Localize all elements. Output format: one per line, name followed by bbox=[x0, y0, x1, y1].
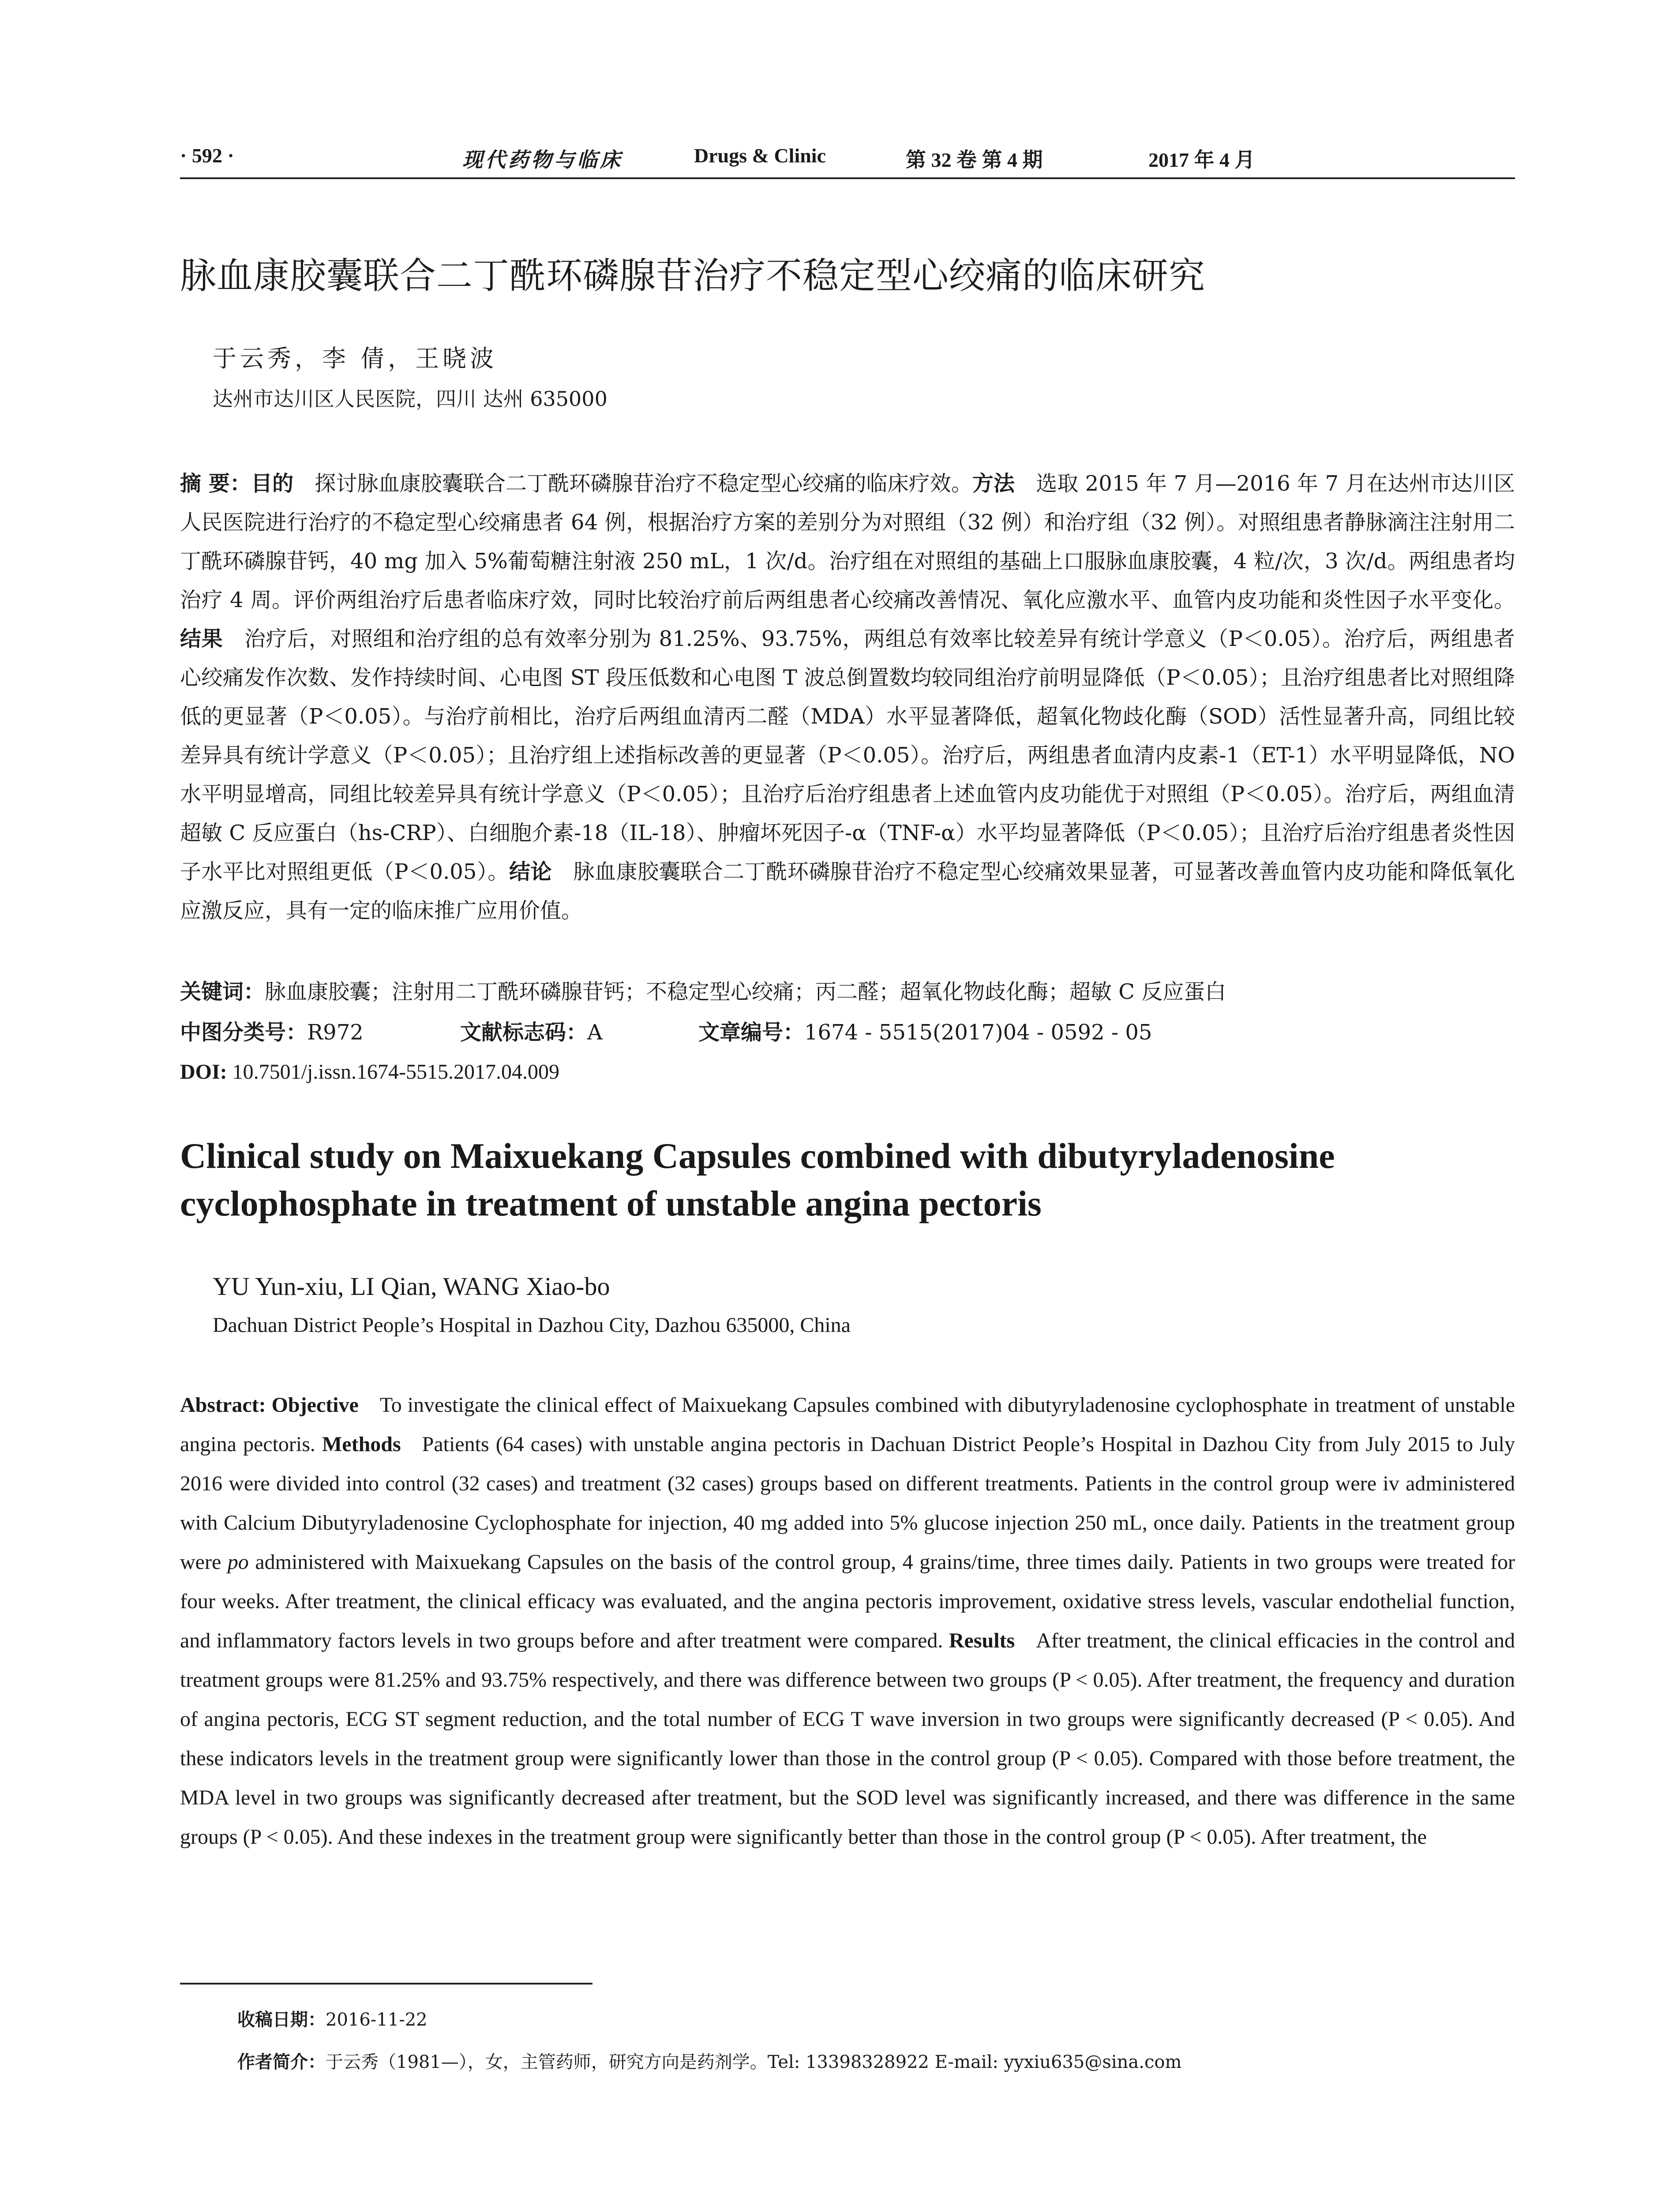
received-date: 2016-11-22 bbox=[326, 2010, 428, 2030]
affiliation-cn: 达州市达川区人民医院，四川 达州 635000 bbox=[213, 387, 608, 411]
abstract-label-cn: 摘 要： bbox=[180, 471, 251, 496]
doc-code-label: 文献标志码： bbox=[460, 1020, 588, 1045]
title-en: Clinical study on Maixuekang Capsules combined with dibutyryladenosine cyclophosphate in treatment of unstable angina pectoris bbox=[180, 1136, 1335, 1223]
journal-name-cn: 现代药物与临床 bbox=[462, 149, 623, 171]
keywords-label-cn: 关键词： bbox=[180, 979, 265, 1004]
results-label-en: Results bbox=[949, 1629, 1015, 1652]
objective-label-en: Objective bbox=[271, 1393, 359, 1417]
article-no-item bbox=[698, 1013, 1152, 1052]
doi-value: 10.7501/j.issn.1674-5515.2017.04.009 bbox=[232, 1060, 560, 1084]
clc-item bbox=[180, 1013, 364, 1052]
abstract-label-en: Abstract: bbox=[180, 1393, 266, 1417]
journal-volume: 第 32 卷 第 4 期 bbox=[906, 149, 1043, 171]
methods-en-part2: administered with Maixuekang Capsules on the basis of the control group, 4 grains/time, three times daily. Patients in two groups were treated for four weeks. After treatment, the clinical efficacy was evaluated, and the angina pectoris improvement, oxidative stress levels, vascular endothelial function, and inflammatory factors levels in two groups before and after treatment were compared. bbox=[180, 1550, 1515, 1652]
running-header bbox=[180, 140, 1515, 176]
results-cn: 治疗后，对照组和治疗组的总有效率分别为 81.25%、93.75%，两组总有效率比较差异有统计学意义（P＜0.05）。治疗后，两组患者心绞痛发作次数、发作持续时间、心电图 ST 段压低数和心电图 T 波总倒置数均较同组治疗前明显降低（P＜0.05）；且治疗组患者比对照组降低的更显著（P＜0.05）。与治疗前相比，治疗后两组血清丙二醛（MDA）水平显著降低，超氧化物歧化酶（SOD）活性显著升高，同组比较差异具有统计学意义（P＜0.05）；且治疗组上述指标改善的更显著（P＜0.05）。治疗后，两组患者血清内皮素-1（ET-1）水平明显降低，NO 水平明显增高，同组比较差异具有统计学意义（P＜0.05）；且治疗后治疗组患者上述血管内皮功能优于对照组（P＜0.05）。治疗后，两组血清超敏 C 反应蛋白（hs-CRP）、白细胞介素-18（IL-18）、肿瘤坏死因子-α（TNF-α）水平均显著降低（P＜0.05）；且治疗后治疗组患者炎性因子水平比对照组更低（P＜0.05）。 bbox=[180, 627, 1515, 884]
article-no-value: 1674 - 5515(2017)04 - 0592 - 05 bbox=[804, 1020, 1152, 1045]
doc-code-value: A bbox=[587, 1020, 603, 1045]
issue-date: 2017 年 4 月 bbox=[1148, 149, 1255, 171]
footnote-rule bbox=[180, 1983, 592, 1985]
methods-en-part1: Patients (64 cases) with unstable angina pectoris in Dachuan District People’s Hospital in Dazhou City from July 2015 to July 2016 were divided into control (32 cases) and treatment (32 cases) groups based on different treatments. Patients in the control group were iv administered with Calcium Dibutyryladenosine Cyclophosphate for injection, 40 mg added into 5% glucose injection 250 mL, once daily. Patients in the treatment group were bbox=[180, 1433, 1515, 1574]
results-en: After treatment, the clinical efficacies in the control and treatment groups were 81.25% and 93.75% respectively, and there was difference between two groups (P < 0.05). After treatment, the frequency and duration of angina pectoris, ECG ST segment reduction, and the total number of ECG T wave inversion in two groups were significantly decreased (P < 0.05). And these indicators levels in the treatment group were significantly lower than those in the control group (P < 0.05). Compared with those before treatment, the MDA level in two groups was significantly decreased after treatment, but the SOD level was significantly increased, and there was difference in the same groups (P < 0.05). And these indexes in the treatment group were significantly better than those in the control group (P < 0.05). After treatment, the bbox=[180, 1629, 1515, 1849]
methods-cn: 选取 2015 年 7 月—2016 年 7 月在达州市达川区人民医院进行治疗的不稳定型心绞痛患者 64 例，根据治疗方案的差别分为对照组（32 例）和治疗组（32 例）。对照组患者静脉滴注注射用二丁酰环磷腺苷钙，40 mg 加入 5%葡萄糖注射液 250 mL，1 次/d。治疗组在对照组的基础上口服脉血康胶囊，4 粒/次，3 次/d。两组患者均治疗 4 周。评价两组治疗后患者临床疗效，同时比较治疗前后两组患者心绞痛改善情况、氧化应激水平、血管内皮功能和炎性因子水平变化。 bbox=[180, 471, 1515, 612]
results-label-cn: 结果 bbox=[180, 627, 223, 651]
methods-label-en: Methods bbox=[322, 1433, 401, 1456]
doi-label: DOI: bbox=[180, 1060, 227, 1084]
article-no-label: 文章编号： bbox=[698, 1020, 805, 1045]
conclusion-label-cn: 结论 bbox=[509, 859, 552, 884]
methods-label-cn: 方法 bbox=[972, 471, 1015, 496]
clc-label: 中图分类号： bbox=[180, 1020, 308, 1045]
affiliation-en: Dachuan District People’s Hospital in Dazhou City, Dazhou 635000, China bbox=[213, 1313, 851, 1337]
footnote-received bbox=[237, 2006, 428, 2031]
objective-en: To investigate the clinical effect of Maixuekang Capsules combined with dibutyryladenosine cyclophosphate in treatment of unstable angina pectoris. bbox=[180, 1393, 1515, 1456]
doc-code-item bbox=[460, 1013, 603, 1052]
abstract-en bbox=[180, 1385, 1515, 1857]
footnote-author bbox=[237, 2048, 1181, 2073]
authors-cn: 于云秀，李 倩，王晓波 bbox=[213, 345, 498, 372]
journal-name-en: Drugs & Clinic bbox=[694, 144, 826, 167]
keywords-list-cn: 脉血康胶囊；注射用二丁酰环磷腺苷钙；不稳定型心绞痛；丙二醛；超氧化物歧化酶；超敏 C 反应蛋白 bbox=[265, 979, 1226, 1004]
methods-en-po: po bbox=[227, 1550, 249, 1574]
title-cn: 脉血康胶囊联合二丁酰环磷腺苷治疗不稳定型心绞痛的临床研究 bbox=[180, 255, 1206, 297]
authors-en: YU Yun-xiu, LI Qian, WANG Xiao-bo bbox=[213, 1272, 610, 1301]
conclusion-cn: 脉血康胶囊联合二丁酰环磷腺苷治疗不稳定型心绞痛效果显著，可显著改善血管内皮功能和降低氧化应激反应，具有一定的临床推广应用价值。 bbox=[180, 859, 1515, 923]
author-bio-label: 作者简介： bbox=[237, 2052, 326, 2072]
received-label: 收稿日期： bbox=[237, 2010, 326, 2030]
objective-cn: 探讨脉血康胶囊联合二丁酰环磷腺苷治疗不稳定型心绞痛的临床疗效。 bbox=[315, 471, 972, 496]
clc-value: R972 bbox=[307, 1020, 364, 1045]
page-number: · 592 · bbox=[180, 144, 234, 167]
abstract-cn bbox=[180, 464, 1515, 930]
doi-row bbox=[180, 1053, 559, 1092]
author-bio: 于云秀（1981—），女，主管药师，研究方向是药剂学。Tel: 13398328922 E-mail: yyxiu635@sina.com bbox=[326, 2052, 1182, 2072]
objective-label-cn: 目的 bbox=[251, 471, 294, 496]
classification-row bbox=[180, 1013, 1515, 1052]
header-rule bbox=[180, 177, 1515, 179]
keywords-cn bbox=[180, 972, 1515, 1011]
